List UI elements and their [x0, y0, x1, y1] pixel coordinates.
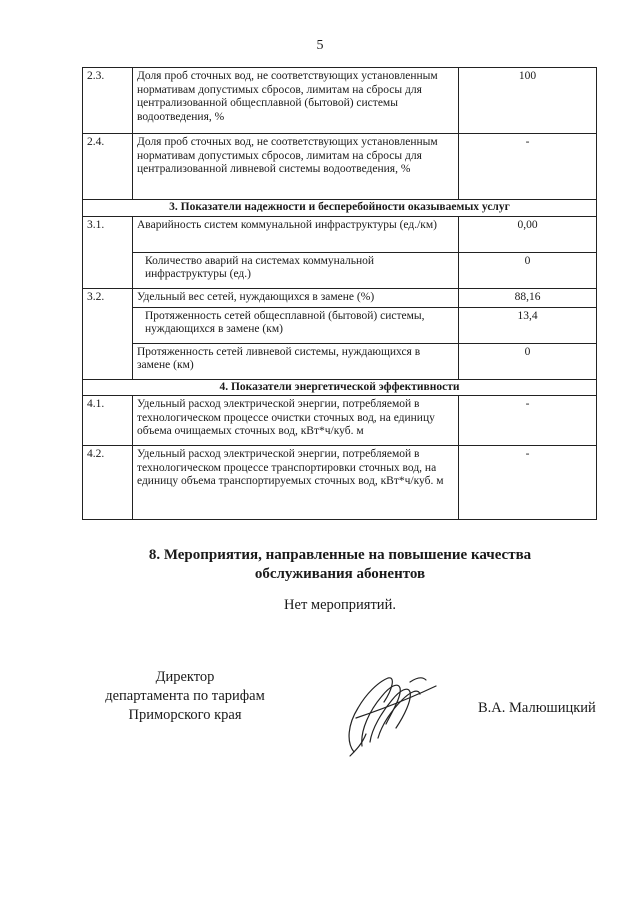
table-row — [83, 396, 597, 446]
table-row — [83, 68, 597, 134]
handwritten-signature — [326, 672, 444, 760]
section-8-heading — [120, 546, 560, 584]
section-3-title: 3. Показатели надежности и бесперебойности оказываемых услуг — [83, 200, 597, 217]
table-row — [83, 307, 597, 343]
row-value: - — [459, 446, 597, 520]
row-description: Доля проб сточных вод, не соответствующих установленным нормативам допустимых сбросов, лимитам на сбросы для централизованной ливневой системы водоотведения, % — [133, 134, 459, 200]
row-description: Протяженность сетей общесплавной (бытовой) системы, нуждающихся в замене (км) — [133, 307, 459, 343]
section-8-body: Нет мероприятий. — [284, 597, 396, 613]
row-number: 2.4. — [83, 134, 133, 200]
signatory-name: В.А. Малюшицкий — [478, 700, 596, 716]
row-description: Удельный вес сетей, нуждающихся в замене (%) — [133, 288, 459, 307]
row-number: 4.2. — [83, 446, 133, 520]
section-8-heading-line1: 8. Мероприятия, направленные на повышение качества — [148, 547, 532, 563]
row-value: 0 — [459, 343, 597, 379]
section-4-title: 4. Показатели энергетической эффективности — [83, 379, 597, 396]
table-row — [83, 343, 597, 379]
signatory-title-line1: Директор — [155, 669, 215, 685]
row-description: Аварийность систем коммунальной инфраструктуры (ед./км) — [133, 216, 459, 252]
row-number: 3.2. — [83, 288, 133, 379]
table-row — [83, 446, 597, 520]
row-number: 3.1. — [83, 216, 133, 288]
page-number: 5 — [316, 38, 324, 53]
row-description: Доля проб сточных вод, не соответствующих установленным нормативам допустимых сбросов, лимитам на сбросы для централизованной общесплавной (бытовой) системы водоотведения, % — [133, 68, 459, 134]
section-8-heading-line2: обслуживания абонентов — [254, 566, 426, 582]
section-header-row — [83, 200, 597, 217]
row-value: 0,00 — [459, 216, 597, 252]
section-header-row — [83, 379, 597, 396]
row-description: Количество аварий на системах коммунальной инфраструктуры (ед.) — [133, 252, 459, 288]
row-value: - — [459, 134, 597, 200]
row-description: Протяженность сетей ливневой системы, нуждающихся в замене (км) — [133, 343, 459, 379]
table-row — [83, 216, 597, 252]
row-value: - — [459, 396, 597, 446]
row-value: 100 — [459, 68, 597, 134]
table-row — [83, 252, 597, 288]
row-number: 2.3. — [83, 68, 133, 134]
table-row — [83, 288, 597, 307]
row-value: 88,16 — [459, 288, 597, 307]
signatory-title-line3: Приморского края — [128, 707, 242, 723]
row-description: Удельный расход электрической энергии, потребляемой в технологическом процессе очистки сточных вод, на единицу объема очищаемых сточных вод, кВт*ч/куб. м — [133, 396, 459, 446]
signatory-title-line2: департамента по тарифам — [105, 688, 265, 704]
row-description: Удельный расход электрической энергии, потребляемой в технологическом процессе транспортировки сточных вод, на единицу объема транспортируемых сточных вод, кВт*ч/куб. м — [133, 446, 459, 520]
indicators-table — [82, 67, 597, 520]
row-value: 0 — [459, 252, 597, 288]
signatory-title — [90, 668, 280, 725]
table-row — [83, 134, 597, 200]
row-number: 4.1. — [83, 396, 133, 446]
row-value: 13,4 — [459, 307, 597, 343]
